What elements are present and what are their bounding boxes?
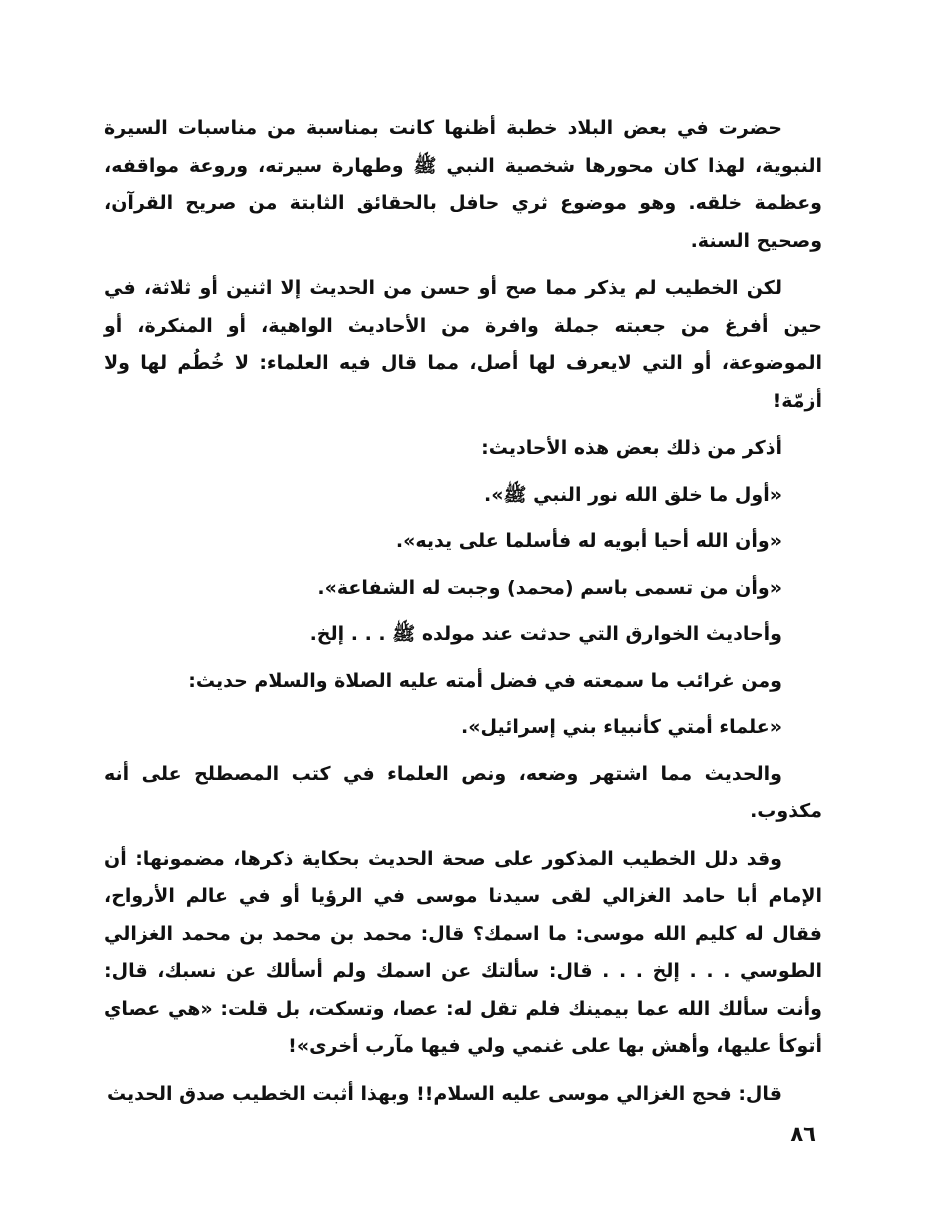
body-text [104, 110, 822, 1123]
quoted-hadith-3: «وأن من تسمى باسم (محمد) وجبت له الشفاعة». [317, 576, 782, 599]
page-number: ٨٦ [790, 1122, 816, 1146]
line-list-intro: أذكر من ذلك بعض هذه الأحاديث: [481, 437, 782, 459]
paragraph-criticism: لكن الخطيب لم يذكر مما صح أو حسن من الحديث إلا اثنين أو ثلاثة، في حين أفرغ من جعبته جملة وافرة من الأحاديث الواهية، أو المنكرة، أو الموضوعة، أو التي لايعرف لها أصل، مما قال فيه العلماء: لا خُطُم لها ولا أزمّة! [104, 277, 822, 412]
quoted-hadith-2: «وأن الله أحيا أبويه له فأسلما على يديه». [395, 530, 782, 552]
line-miracles: وأحاديث الخوارق التي حدثت عند مولده ﷺ . . . إلخ. [309, 623, 782, 645]
paragraph-story: وقد دلل الخطيب المذكور على صحة الحديث بحكاية ذكرها، مضمونها: أن الإمام أبا حامد الغزالي لقى سيدنا موسى في الرؤيا أو في عالم الأرواح، فقال له كليم الله موسى: ما اسمك؟ قال: محمد بن محمد بن محمد الغزالي الطوسي . . . إلخ . . . قال: سألتك عن اسمك ولم أسألك عن نسبك، قال: وأنت سألك الله عما بيمينك فلم تقل له: عصا، وتسكت، بل قلت: «هي عصاي أتوكأ عليها، وأهش بها على غنمي ولي فيها مآرب أخرى»! [104, 847, 822, 1057]
paragraph-conclusion: قال: فحج الغزالي موسى عليه السلام!! وبهذا أثبت الخطيب صدق الحديث [106, 1082, 782, 1105]
paragraph-intro: حضرت في بعض البلاد خطبة أظنها كانت بمناسبة من مناسبات السيرة النبوية، لهذا كان محورها شخصية النبي ﷺ وطهارة سيرته، وروعة مواقفه، وعظمة خلقه. وهو موضوع ثري حافل بالحقائق الثابتة من صريح القرآن، وصحيح السنة. [104, 117, 822, 252]
paragraph-fabricated: والحديث مما اشتهر وضعه، ونص العلماء في كتب المصطلح على أنه مكذوب. [104, 762, 822, 822]
quoted-hadith-1: «أول ما خلق الله نور النبي ﷺ». [484, 483, 782, 506]
line-strange-hadith: ومن غرائب ما سمعته في فضل أمته عليه الصلاة والسلام حديث: [188, 669, 782, 692]
quoted-hadith-4: «علماء أمتي كأنبياء بني إسرائيل». [461, 716, 782, 738]
